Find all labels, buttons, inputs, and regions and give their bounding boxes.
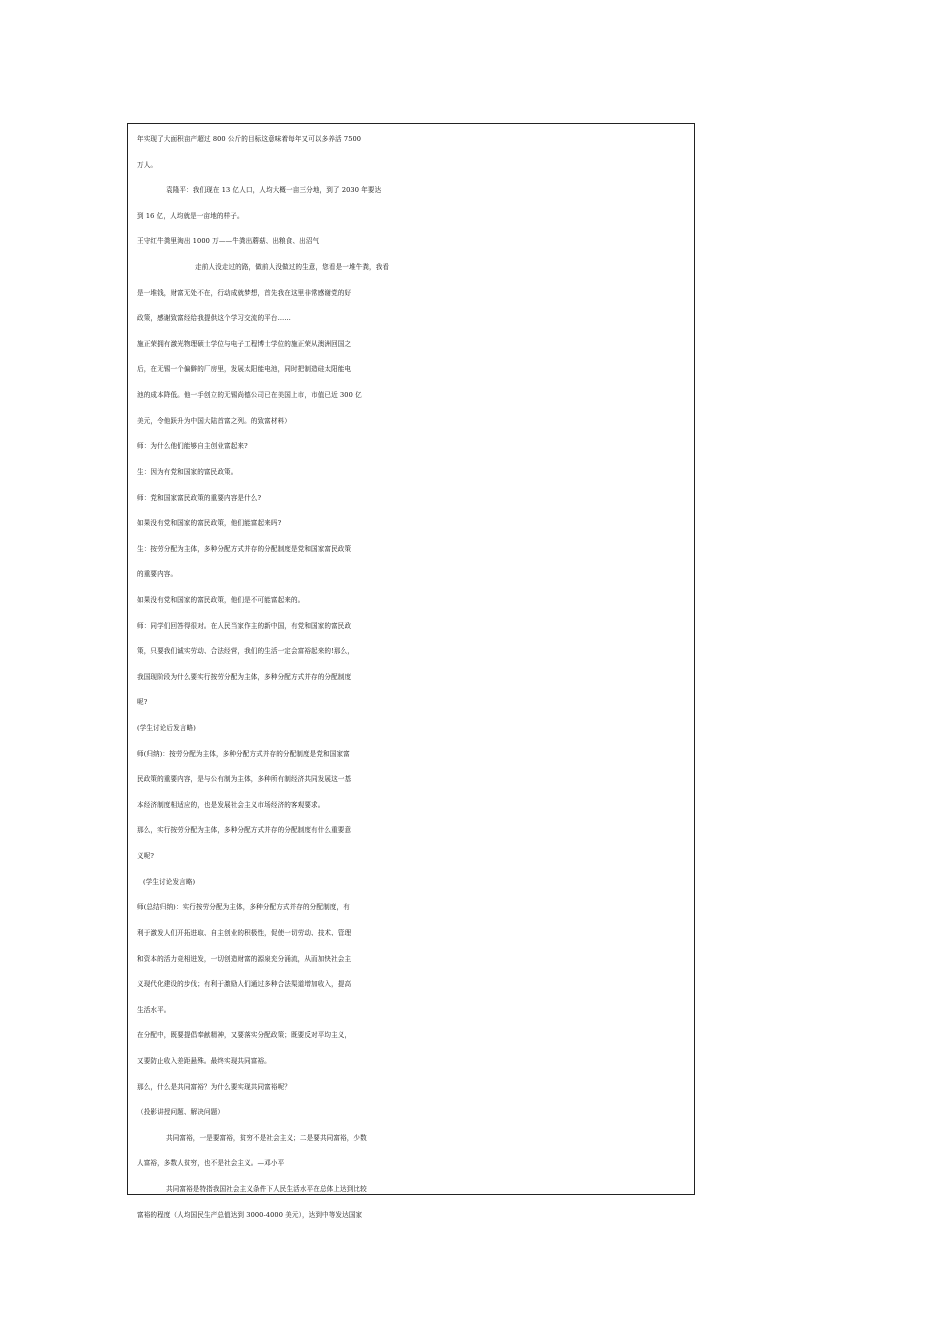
text-line: 策，只要我们诚实劳动、合法经营，我们的生活一定会富裕起来的!那么，	[137, 647, 354, 656]
text-line: 共同富裕是特指我国社会主义条件下人民生活水平在总体上达到比较	[166, 1184, 367, 1193]
lesson-text	[137, 127, 690, 1228]
text-line: 在分配中，既要提倡奉献精神，又要落实分配政策；既要反对平均主义，	[137, 1031, 352, 1040]
text-line: 呢?	[137, 698, 148, 707]
text-line: 到 16 亿，人均就是一亩地的样子。	[137, 211, 244, 220]
text-line: 如果没有党和国家的富民政策，他们是不可能富起来的。	[137, 595, 305, 604]
text-line: 是一堆钱，财富无处不在，行动成就梦想，首先我在这里非常感谢党的好	[137, 288, 352, 297]
text-line: 生：因为有党和国家的富民政策。	[137, 467, 238, 476]
text-line: 师：同学们回答得很对。在人民当家作主的新中国，有党和国家的富民政	[137, 621, 352, 630]
text-line: 如果没有党和国家的富民政策，他们能富起来吗?	[137, 519, 282, 528]
text-line: 共同富裕，一是要富裕，贫穷不是社会主义；二是要共同富裕，少数	[166, 1133, 367, 1142]
text-line: 的重要内容。	[137, 570, 178, 579]
text-line: 后，在无锡一个偏僻的厂房里，发展太阳能电池，同时把制造硅太阳能电	[137, 365, 352, 374]
text-line: 那么，什么是共同富裕？为什么要实现共同富裕呢？	[137, 1082, 291, 1091]
text-line: 和资本的活力竞相迸发，一切创造财富的源泉充分涌流，从而加快社会主	[137, 954, 352, 963]
text-line: 民政策的重要内容，是与公有制为主体，多种所有制经济共同发展这一基	[137, 775, 352, 784]
text-line: 王守红牛粪里淘出 1000 万——牛粪出蘑菇、出粮食、出沼气	[137, 237, 320, 246]
text-line: 生：按劳分配为主体，多种分配方式并存的分配制度是党和国家富民政策	[137, 544, 352, 553]
text-line: 万人。	[137, 160, 158, 169]
text-line: 美元，令他跃升为中国大陆首富之列。的致富材料）	[137, 416, 291, 425]
text-line: 袁隆平：我们现在 13 亿人口，人均大概一亩三分地，到了 2030 年要达	[166, 186, 382, 195]
text-line: 义现代化建设的步伐；有利于激励人们通过多种合法渠道增加收入，提高	[137, 980, 352, 989]
text-line: (学生讨论发言略)	[143, 877, 196, 886]
text-line: 义呢?	[137, 852, 155, 861]
text-line: 师：党和国家富民政策的重要内容是什么?	[137, 493, 262, 502]
text-line: 年实现了大面积亩产超过 800 公斤的目标这意味着每年又可以多养活 7500	[137, 135, 362, 143]
table-cell-frame	[127, 123, 695, 1219]
text-line: 富裕的程度（人均国民生产总值达到 3000-4000 美元），达到中等发达国家	[137, 1210, 363, 1219]
text-line: （投影讲授问题、解决问题）	[137, 1108, 225, 1117]
text-line: 政策，感谢致富经给我提供这个学习交流的平台……	[137, 314, 291, 323]
text-line: 师(归纳)：按劳分配为主体，多种分配方式并存的分配制度是党和国家富	[137, 749, 350, 758]
text-line: 池的成本降低。他一手创立的无锡尚德公司已在美国上市，市值已近 300 亿	[137, 391, 362, 400]
text-line: 利于激发人们开拓进取、自主创业的积极性，促使一切劳动、技术、管理	[137, 928, 352, 937]
text-line: 那么，实行按劳分配为主体，多种分配方式并存的分配制度有什么重要意	[137, 826, 352, 835]
text-line: (学生讨论后发言略)	[137, 724, 196, 733]
text-line: 我国现阶段为什么要实行按劳分配为主体，多种分配方式并存的分配制度	[137, 672, 352, 681]
text-line: 本经济制度相适应的，也是发展社会主义市场经济的客观要求。	[137, 800, 325, 809]
text-line: 生活水平。	[137, 1005, 171, 1014]
text-line: 师：为什么他们能够自主创业富起来?	[137, 442, 248, 451]
text-line: 走前人没走过的路，做前人没做过的生意，您看是一堆牛粪，我看	[195, 263, 390, 272]
text-line: 人富裕，多数人贫穷，也不是社会主义。—邓小平	[137, 1159, 285, 1168]
text-line: 又要防止收入差距悬殊。最终实现共同富裕。	[137, 1056, 271, 1065]
text-line: 施正荣拥有激光物理硕士学位与电子工程博士学位的施正荣从澳洲回国之	[137, 339, 352, 348]
text-line: 师(总结归纳)：实行按劳分配为主体，多种分配方式并存的分配制度，有	[137, 903, 350, 912]
